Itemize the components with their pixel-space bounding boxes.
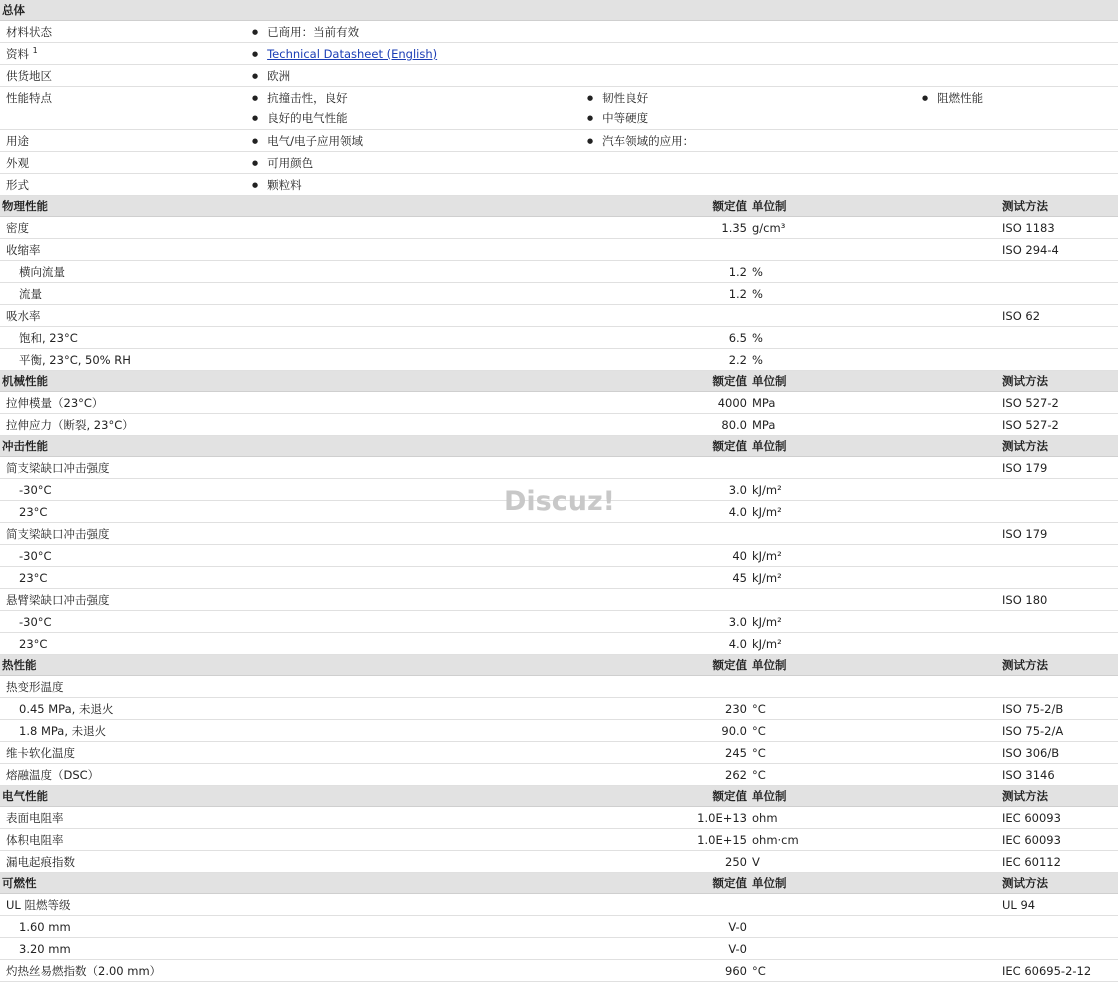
bullet-item: ● 欧洲: [252, 65, 290, 89]
property-test-method: ISO 294-4: [1002, 243, 1059, 257]
property-unit: g/cm³: [752, 221, 786, 235]
column-header-test: 测试方法: [1002, 789, 1048, 803]
column-header-test: 测试方法: [1002, 199, 1048, 213]
bullet-item: ● 良好的电气性能: [252, 107, 348, 131]
property-name: 密度: [6, 221, 29, 235]
property-name: 1.8 MPa, 未退火: [19, 724, 107, 738]
column-header-test: 测试方法: [1002, 658, 1048, 672]
property-row: [0, 217, 1118, 239]
property-row: [0, 633, 1118, 655]
property-row: [0, 414, 1118, 436]
row-label: 用途: [6, 134, 29, 148]
general-row-docs: [0, 43, 1118, 65]
property-name: 简支梁缺口冲击强度: [6, 527, 110, 541]
property-unit: ohm: [752, 811, 778, 825]
property-name: 悬臂梁缺口冲击强度: [6, 593, 110, 607]
column-header-unit: 单位制: [752, 199, 787, 213]
property-name: 3.20 mm: [19, 942, 71, 956]
column-header-value: 额定值: [712, 658, 747, 672]
bullet-item: ● 电气/电子应用领域: [252, 130, 363, 154]
section-header-thermal: [0, 655, 1118, 676]
column-header-value: 额定值: [712, 439, 747, 453]
general-row-status: [0, 21, 1118, 43]
property-test-method: ISO 1183: [1002, 221, 1055, 235]
property-name: 收缩率: [6, 243, 41, 257]
property-unit: kJ/m²: [752, 549, 782, 563]
property-row: [0, 261, 1118, 283]
property-test-method: IEC 60093: [1002, 833, 1061, 847]
property-unit: MPa: [752, 396, 776, 410]
row-label: 资料 $^1$: [6, 46, 38, 61]
property-unit: %: [752, 331, 763, 345]
section-title: 电气性能: [2, 789, 48, 803]
datasheet-link[interactable]: Technical Datasheet (English): [267, 47, 438, 61]
property-name: 0.45 MPa, 未退火: [19, 702, 114, 716]
property-row: [0, 457, 1118, 479]
property-name: 饱和, 23°C: [19, 331, 78, 345]
column-header-unit: 单位制: [752, 789, 787, 803]
section-title: 冲击性能: [2, 439, 48, 453]
property-unit: °C: [752, 746, 766, 760]
column-header-value: 额定值: [712, 789, 747, 803]
property-value: 6.5: [728, 331, 747, 345]
property-value: V-0: [728, 920, 747, 934]
property-name: 拉伸模量（23°C）: [6, 396, 104, 410]
property-name: 23°C: [19, 637, 48, 651]
property-value: 4.0: [728, 505, 747, 519]
property-value: 960: [725, 964, 747, 978]
property-test-method: IEC 60093: [1002, 811, 1061, 825]
property-value: 262: [725, 768, 747, 782]
property-row: [0, 698, 1118, 720]
section-title: 物理性能: [2, 199, 48, 213]
property-value: 1.0E+13: [697, 811, 747, 825]
row-label: 供货地区: [6, 69, 52, 83]
section-header-physical: [0, 196, 1118, 217]
property-test-method: ISO 3146: [1002, 768, 1055, 782]
property-name: 热变形温度: [6, 680, 64, 694]
property-row: [0, 764, 1118, 786]
property-unit: %: [752, 287, 763, 301]
bullet-item: ● 阻燃性能: [922, 87, 983, 111]
property-value: 45: [732, 571, 747, 585]
property-unit: MPa: [752, 418, 776, 432]
property-unit: °C: [752, 768, 766, 782]
property-name: UL 阻燃等级: [6, 898, 71, 912]
property-row: [0, 349, 1118, 371]
property-value: 40: [732, 549, 747, 563]
property-test-method: IEC 60695-2-12: [1002, 964, 1092, 978]
property-row: [0, 523, 1118, 545]
property-test-method: ISO 62: [1002, 309, 1041, 323]
row-label: 外观: [6, 156, 29, 170]
property-name: -30°C: [19, 549, 52, 563]
property-value: 3.0: [728, 483, 747, 497]
property-name: 简支梁缺口冲击强度: [6, 461, 110, 475]
property-name: 23°C: [19, 505, 48, 519]
column-header-test: 测试方法: [1002, 876, 1048, 890]
property-name: 维卡软化温度: [6, 746, 75, 760]
property-row: [0, 283, 1118, 305]
property-unit: %: [752, 353, 763, 367]
bullet-item: ● 已商用：当前有效: [252, 21, 359, 45]
column-header-value: 额定值: [712, 876, 747, 890]
property-unit: °C: [752, 724, 766, 738]
property-value: V-0: [728, 942, 747, 956]
property-unit: kJ/m²: [752, 571, 782, 585]
property-row: [0, 742, 1118, 764]
section-title: 总体: [2, 3, 25, 17]
property-unit: kJ/m²: [752, 615, 782, 629]
property-value: 4.0: [728, 637, 747, 651]
property-value: 230: [725, 702, 747, 716]
property-name: 漏电起痕指数: [6, 855, 75, 869]
general-row-features: [0, 87, 1118, 130]
property-unit: kJ/m²: [752, 483, 782, 497]
section-title: 热性能: [2, 658, 37, 672]
property-name: 吸水率: [6, 309, 41, 323]
property-test-method: ISO 527-2: [1002, 418, 1059, 432]
bullet-item: ● 汽车领域的应用：: [587, 130, 694, 154]
section-header-flammability: [0, 873, 1118, 894]
property-test-method: ISO 179: [1002, 461, 1048, 475]
property-name: -30°C: [19, 483, 52, 497]
section-header-general: [0, 0, 1118, 21]
property-row: [0, 239, 1118, 261]
property-test-method: IEC 60112: [1002, 855, 1061, 869]
property-name: 流量: [19, 287, 42, 301]
property-name: 熔融温度（DSC）: [6, 768, 100, 782]
column-header-test: 测试方法: [1002, 439, 1048, 453]
property-value: 250: [725, 855, 747, 869]
row-label: 形式: [6, 178, 29, 192]
property-value: 1.0E+15: [697, 833, 747, 847]
section-header-mechanical: [0, 371, 1118, 392]
property-name: 拉伸应力（断裂, 23°C）: [6, 418, 134, 432]
property-value: 4000: [717, 396, 747, 410]
section-header-impact: [0, 436, 1118, 457]
property-unit: °C: [752, 702, 766, 716]
property-name: -30°C: [19, 615, 52, 629]
property-name: 体积电阻率: [6, 833, 64, 847]
property-value: 2.2: [728, 353, 747, 367]
property-row: [0, 611, 1118, 633]
watermark: Discuz!: [504, 486, 615, 517]
property-value: 1.2: [728, 265, 747, 279]
property-row: [0, 916, 1118, 938]
bullet-item: [252, 43, 437, 67]
property-sections: [0, 196, 1118, 982]
property-name: 23°C: [19, 571, 48, 585]
property-row: [0, 851, 1118, 873]
general-row-uses: [0, 130, 1118, 152]
property-row: [0, 392, 1118, 414]
property-name: 横向流量: [19, 265, 65, 279]
property-row: [0, 938, 1118, 960]
property-test-method: ISO 180: [1002, 593, 1048, 607]
property-row: [0, 894, 1118, 916]
property-unit: kJ/m²: [752, 505, 782, 519]
column-header-test: 测试方法: [1002, 374, 1048, 388]
property-unit: V: [752, 855, 760, 869]
property-row: [0, 676, 1118, 698]
property-test-method: ISO 306/B: [1002, 746, 1060, 760]
bullet-item: ● 可用颜色: [252, 152, 313, 176]
bullet-item: ● 韧性良好: [587, 87, 648, 111]
property-value: 1.35: [721, 221, 747, 235]
section-header-electrical: [0, 786, 1118, 807]
column-header-unit: 单位制: [752, 658, 787, 672]
property-unit: ohm·cm: [752, 833, 799, 847]
property-row: [0, 807, 1118, 829]
column-header-value: 额定值: [712, 199, 747, 213]
bullet-item: ● 抗撞击性，良好: [252, 87, 348, 111]
property-name: 平衡, 23°C, 50% RH: [19, 353, 131, 367]
bullet-item: ● 颗粒料: [252, 174, 302, 198]
property-name: 表面电阻率: [6, 811, 64, 825]
property-row: [0, 327, 1118, 349]
column-header-unit: 单位制: [752, 876, 787, 890]
row-label: 材料状态: [6, 25, 52, 39]
property-test-method: ISO 179: [1002, 527, 1048, 541]
property-value: 80.0: [721, 418, 747, 432]
property-row: [0, 545, 1118, 567]
bullet-item: ● 中等硬度: [587, 107, 648, 131]
property-row: [0, 589, 1118, 611]
general-row-region: [0, 65, 1118, 87]
property-name: 1.60 mm: [19, 920, 71, 934]
property-row: [0, 305, 1118, 327]
general-row-appearance: [0, 152, 1118, 174]
property-test-method: ISO 75-2/A: [1002, 724, 1064, 738]
property-row: [0, 960, 1118, 982]
general-row-form: [0, 174, 1118, 196]
row-label: 性能特点: [6, 91, 52, 105]
column-header-unit: 单位制: [752, 374, 787, 388]
property-row: [0, 720, 1118, 742]
property-test-method: ISO 75-2/B: [1002, 702, 1064, 716]
property-value: 3.0: [728, 615, 747, 629]
property-unit: %: [752, 265, 763, 279]
column-header-value: 额定值: [712, 374, 747, 388]
column-header-unit: 单位制: [752, 439, 787, 453]
property-test-method: ISO 527-2: [1002, 396, 1059, 410]
property-row: [0, 567, 1118, 589]
property-unit: kJ/m²: [752, 637, 782, 651]
property-value: 90.0: [721, 724, 747, 738]
property-unit: °C: [752, 964, 766, 978]
property-value: 245: [725, 746, 747, 760]
property-name: 灼热丝易燃指数（2.00 mm）: [6, 964, 162, 978]
property-value: 1.2: [728, 287, 747, 301]
property-row: [0, 829, 1118, 851]
section-title: 可燃性: [2, 876, 37, 890]
property-test-method: UL 94: [1002, 898, 1036, 912]
section-title: 机械性能: [2, 374, 48, 388]
